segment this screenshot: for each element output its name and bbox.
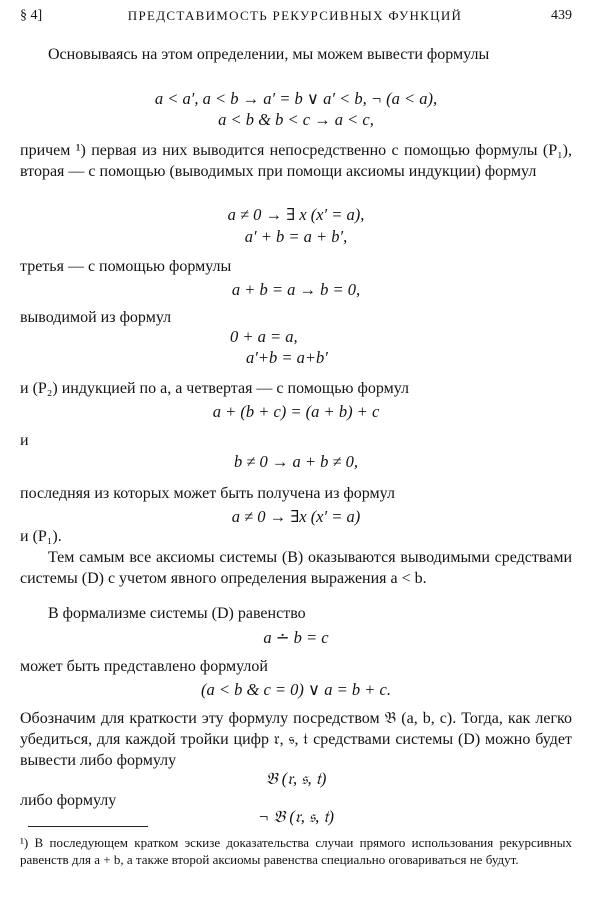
paragraph-7: последняя из которых может быть получена из формул (20, 485, 395, 502)
section-marker: § 4] (20, 8, 43, 23)
formula-1-line-2: a < b & b < c → a < c, (218, 110, 374, 129)
footnote-rule (28, 826, 148, 827)
paragraph-3: третья — с помощью формулы (20, 258, 232, 275)
formula-2-line-1: a ≠ 0 → ∃ x (x′ = a), (227, 205, 365, 224)
paragraph-12: Обозначим для краткости эту формулу посредством 𝔅 (a, b, c). Тогда, как легко убедиться, для каждой тройки цифр 𝔯, 𝔰, 𝔱 средствами системы (D) можно будет вывести либо формулу (20, 710, 572, 769)
formula-7: a ≠ 0 → ∃x (x′ = a) (231, 507, 361, 526)
formula-9: (a < b & c = 0) ∨ a = b + c. (201, 680, 391, 699)
paragraph-4: выводимой из формул (20, 309, 172, 326)
formula-10: 𝔅 (𝔯, 𝔰, 𝔱) (265, 769, 327, 788)
formula-3: a + b = a → b = 0, (231, 280, 361, 299)
footnote-1: ¹) В последующем кратком эскизе доказательства случаи прямого использования рекурсивных равенств для a + b, а также второй аксиомы равенства специально оговариваться не будут. (20, 835, 572, 867)
formula-4-line-2: a′+b = a+b′ (246, 348, 328, 367)
running-title: ПРЕДСТАВИМОСТЬ РЕКУРСИВНЫХ ФУНКЦИЙ (127, 8, 463, 23)
paragraph-1: Основываясь на этом определении, мы можем вывести формулы (48, 46, 490, 63)
formula-6: b ≠ 0 → a + b ≠ 0, (233, 452, 359, 471)
paragraph-6: и (20, 432, 29, 449)
formula-5: a + (b + c) = (a + b) + c (212, 402, 380, 421)
formula-11: ¬ 𝔅 (𝔯, 𝔰, 𝔱) (258, 807, 334, 826)
formula-8: a ∸ b = c (263, 628, 329, 647)
formula-4-line-1: 0 + a = a, (230, 327, 298, 346)
paragraph-9: Тем самым все аксиомы системы (B) оказываются выводимыми средствами системы (D) с учетом явного определения выражения a < b. (20, 549, 572, 587)
formula-1-line-1: a < a′, a < b → a′ = b ∨ a′ < b, ¬ (a < a), (154, 89, 438, 108)
paragraph-5: и (P₂) индукцией по a, а четвертая — с помощью формул (20, 380, 410, 397)
paragraph-13: либо формулу (20, 792, 117, 809)
paragraph-11: может быть представлено формулой (20, 658, 268, 675)
paragraph-2: причем ¹) первая из них выводится непосредственно с помощью формулы (P₁), вторая — с помощью (выводимых при помощи аксиомы индукции) формул (20, 142, 572, 180)
paragraph-10: В формализме системы (D) равенство (48, 605, 306, 622)
page-number: 439 (551, 8, 572, 23)
formula-2-line-2: a′ + b = a + b′, (244, 227, 348, 246)
paragraph-8: и (P₁). (20, 528, 62, 545)
